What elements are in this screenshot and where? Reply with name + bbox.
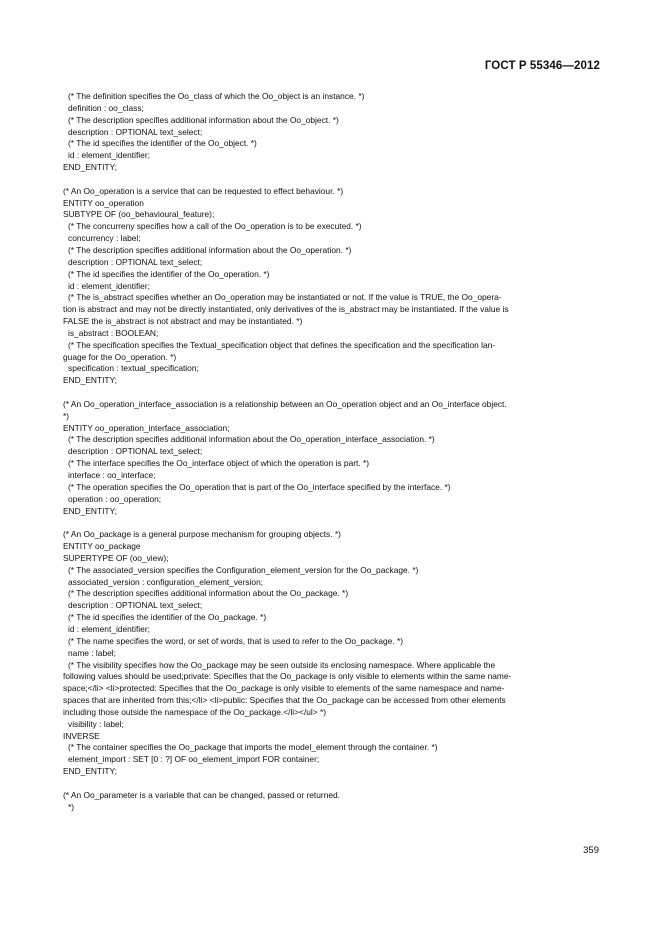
text-line: (* The definition specifies the Oo_class of which the Oo_object is an instance. *) [68, 91, 365, 101]
standard-number: ГОСТ Р 55346—2012 [484, 60, 600, 72]
text-line: (* The interface specifies the Oo_interface object of which the operation is part. *) [68, 458, 370, 469]
text-line: END_ENTITY; [63, 162, 117, 173]
text-line: element_import : SET [0 : ?] OF oo_element_import FOR container; [68, 754, 320, 765]
text-line: (* The description specifies additional information about the Oo_object. *) [68, 114, 339, 125]
text-line: (* The id specifies the identifier of the Oo_package. *) [68, 612, 267, 623]
text-line: (* The container specifies the Oo_package that imports the model_element through the container. *) [68, 742, 438, 753]
text-line: (* An Oo_operation is a service that can be requested to effect behaviour. *) [63, 185, 344, 196]
text-line: description : OPTIONAL text_select; [68, 600, 203, 611]
text-line: END_ENTITY; [63, 375, 117, 386]
text-line: id : element_identifier; [68, 623, 150, 634]
text-line: SUPERTYPE OF (oo_view); [63, 552, 169, 563]
text-line: END_ENTITY; [63, 766, 117, 777]
text-line: (* The description specifies additional information about the Oo_operation. *) [68, 244, 352, 255]
text-line: SUBTYPE OF (oo_behavioural_feature); [63, 209, 215, 220]
text-line: (* The specification specifies the Textual_specification object that defines the specification and the specification lan- [68, 339, 496, 350]
text-line: ENTITY oo_operation_interface_association; [63, 422, 230, 433]
document-body [63, 91, 599, 813]
text-line: (* The description specifies additional information about the Oo_operation_interface_association. *) [68, 434, 435, 445]
text-line: is_abstract : BOOLEAN; [68, 327, 159, 338]
text-line: guage for the Oo_operation. *) [63, 351, 177, 362]
blank-line [63, 517, 599, 529]
text-line: (* An Oo_parameter is a variable that can be changed, passed or returned. [63, 789, 341, 800]
text-line: description : OPTIONAL text_select; [68, 256, 203, 267]
text-line: (* The associated_version specifies the Configuration_element_version for the Oo_package. *) [68, 564, 419, 575]
text-line: specification : textual_specification; [68, 363, 199, 374]
text-line: including those outside the namespace of the Oo_package.</li></ul> *) [63, 706, 327, 717]
text-line: space;</li> <li>protected: Specifies that the Oo_package is only visible to elements of the same namespace and name- [63, 683, 505, 694]
text-line: associated_version : configuration_element_version; [68, 576, 264, 587]
text-line: operation : oo_operation; [68, 493, 162, 504]
text-line: id : element_identifier; [68, 150, 150, 161]
text-line: (* The name specifies the word, or set of words, that is used to refer to the Oo_package. *) [68, 635, 404, 646]
text-line: (* An Oo_operation_interface_association is a relationship between an Oo_operation object and an Oo_interface object. [63, 398, 507, 409]
text-line: following values should be used;private: Specifies that the Oo_package is only visible to elements within the same name- [63, 671, 512, 682]
text-line: (* The id specifies the identifier of the Oo_object. *) [68, 138, 257, 149]
text-line: (* The visibility specifies how the Oo_package may be seen outside its enclosing namespace. Where applicable the [68, 659, 496, 670]
text-line: *) [63, 410, 70, 421]
text-line: (* The operation specifies the Oo_operation that is part of the Oo_interface specified by the interface. *) [68, 481, 451, 492]
blank-line [63, 387, 599, 399]
text-line: visibility : label; [68, 718, 124, 729]
text-line: definition : oo_class; [68, 102, 144, 113]
text-line: concurrency : label; [68, 233, 141, 244]
text-line: (* The description specifies additional information about the Oo_package. *) [68, 588, 349, 599]
text-line: spaces that are inherited from this;</li> <li>public: Specifies that the Oo_package can be accessed from other elements [63, 695, 506, 706]
text-line: (* The concurreny specifies how a call of the Oo_operation is to be executed. *) [68, 221, 362, 232]
document-header [485, 60, 600, 72]
page-number: 359 [583, 845, 599, 856]
blank-line [63, 174, 599, 186]
text-line: (* The is_abstract specifies whether an Oo_operation may be instantiated or not. If the value is TRUE, the Oo_opera- [68, 292, 502, 303]
text-line: (* The id specifies the identifier of the Oo_operation. *) [68, 268, 270, 279]
text-line: description : OPTIONAL text_select; [68, 446, 203, 457]
text-line: FALSE the is_abstract is not abstract and may be instantiated. *) [63, 316, 303, 327]
text-line: END_ENTITY; [63, 505, 117, 516]
text-line: tion is abstract and may not be directly instantiated, only derivatives of the is_abstract may be instantiated. If the value is [63, 304, 509, 315]
text-line: name : label; [68, 647, 116, 658]
blank-line [63, 778, 599, 790]
text-line: interface : oo_interface; [68, 470, 156, 480]
text-line: description : OPTIONAL text_select; [68, 126, 203, 137]
text-line: ENTITY oo_package [63, 541, 141, 552]
text-line: ENTITY oo_operation [63, 197, 144, 208]
text-line: id : element_identifier; [68, 280, 150, 291]
text-line: (* An Oo_package is a general purpose mechanism for grouping objects. *) [63, 529, 341, 540]
text-line: INVERSE [63, 730, 100, 741]
text-line: *) [68, 801, 75, 812]
